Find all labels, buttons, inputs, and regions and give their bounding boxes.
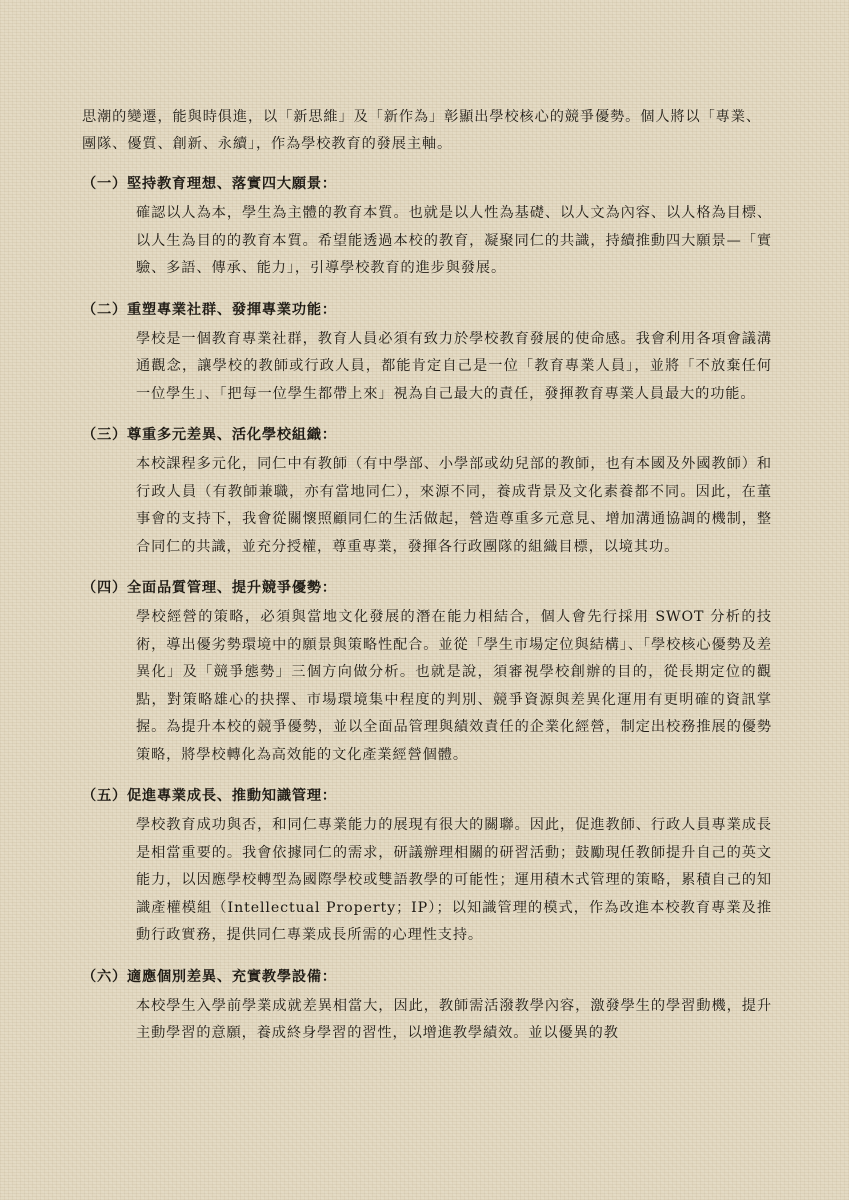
section-body: 學校是一個教育專業社群，教育人員必須有致力於學校教育發展的使命感。我會利用各項會議溝通觀念，讓學校的教師或行政人員，都能肯定自己是一位「教育專業人員」，並將「不放棄任何一位學生」、「把每一位學生都帶上來」視為自己最大的責任，發揮教育專業人員最大的功能。 <box>136 330 772 402</box>
section-6 <box>82 964 772 1048</box>
section-heading: （一）堅持教育理想、落實四大願景： <box>82 176 337 192</box>
section-1 <box>82 171 772 283</box>
section-body: 學校經營的策略，必須與當地文化發展的潛在能力相結合，個人會先行採用 SWOT 分析的技術，導出優劣勢環境中的願景與策略性配合。並從「學生市場定位與結構」、「學校核心優勢及差異化」及「競爭態勢」三個方向做分析。也就是說，須審視學校創辦的目的，從長期定位的觀點，對策略雄心的抉擇、市場環境集中程度的判別、競爭資源與差異化運用有更明確的資訊掌握。為提升本校的競爭優勢，並以全面品管理與績效責任的企業化經營，制定出校務推展的優勢策略，將學校轉化為高效能的文化產業經營個體。 <box>136 609 772 763</box>
section-heading: （三）尊重多元差異、活化學校組織： <box>82 427 337 443</box>
section-body: 學校教育成功與否，和同仁專業能力的展現有很大的關聯。因此，促進教師、行政人員專業成長是相當重要的。我會依據同仁的需求，研議辦理相關的研習活動；鼓勵現任教師提升自己的英文能力，以因應學校轉型為國際學校或雙語教學的可能性；運用積木式管理的策略，累積自己的知識產權模組（Intellectual Property；IP）；以知識管理的模式，作為改進本校教育專業及推動行政實務，提供同仁專業成長所需的心理性支持。 <box>136 817 772 943</box>
section-heading: （六）適應個別差異、充實教學設備： <box>82 968 337 985</box>
section-2 <box>82 297 772 409</box>
section-body: 確認以人為本，學生為主體的教育本質。也就是以人性為基礎、以人文為內容、以人格為目標、以人生為目的的教育本質。希望能透過本校的教育，凝聚同仁的共識，持續推動四大願景—「實驗、多語、傳承、能力」，引導學校教育的進步與發展。 <box>136 205 772 276</box>
section-heading: （四）全面品質管理、提升競爭優勢： <box>82 580 337 596</box>
section-body: 本校課程多元化，同仁中有教師（有中學部、小學部或幼兒部的教師，也有本國及外國教師）和行政人員（有教師兼職，亦有當地同仁），來源不同，養成背景及文化素養都不同。因此，在董事會的支持下，我會從關懷照顧同仁的生活做起，營造尊重多元意見、增加溝通協調的機制，整合同仁的共識，並充分授權，尊重專業，發揮各行政團隊的組織目標，以境其功。 <box>136 456 772 555</box>
document-page <box>82 104 772 1062</box>
section-3 <box>82 422 772 561</box>
section-5 <box>82 783 772 950</box>
section-heading: （五）促進專業成長、推動知識管理： <box>82 788 337 804</box>
intro-paragraph: 思潮的變遷，能與時俱進，以「新思維」及「新作為」彰顯出學校核心的競爭優勢。個人將以「專業、團隊、優質、創新、永續」，作為學校教育的發展主軸。 <box>82 109 761 152</box>
section-heading: （二）重塑專業社群、發揮專業功能： <box>82 301 337 318</box>
section-body: 本校學生入學前學業成就差異相當大，因此，教師需活潑教學內容，激發學生的學習動機，提升主動學習的意願，養成終身學習的習性，以增進教學績效。並以優異的教 <box>136 997 772 1041</box>
section-4 <box>82 575 772 769</box>
